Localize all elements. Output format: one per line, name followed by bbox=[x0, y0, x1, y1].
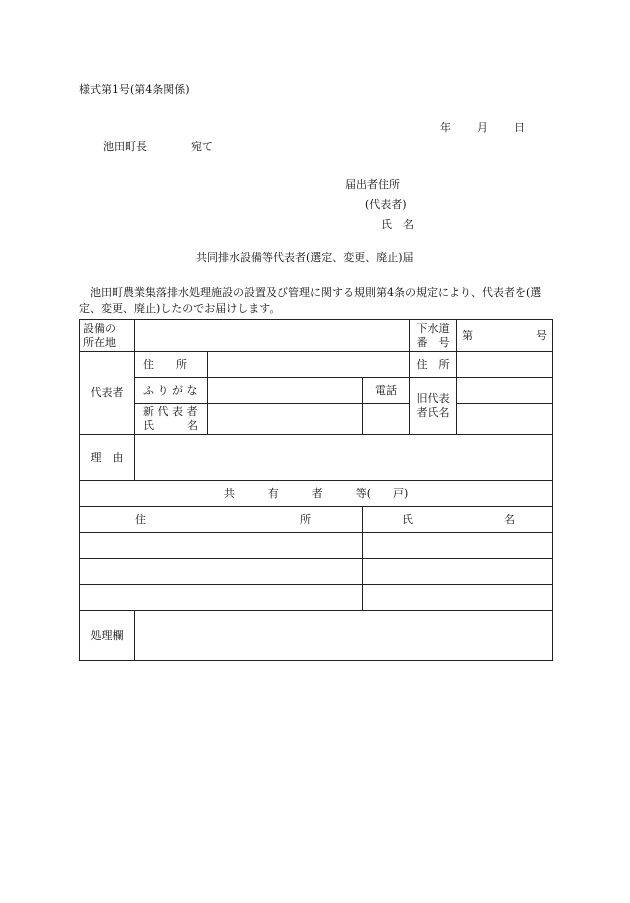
phone-label: 電話 bbox=[363, 378, 410, 404]
date-year-label: 年 bbox=[440, 121, 451, 134]
co-owner-name-field-3[interactable] bbox=[363, 585, 553, 611]
table-row bbox=[80, 559, 553, 585]
furigana-field[interactable] bbox=[208, 378, 363, 404]
new-representative-label: 新 代 表 者 氏 名 bbox=[135, 404, 208, 435]
co-owner-address-field-2[interactable] bbox=[80, 559, 363, 585]
co-owner-address-field-3[interactable] bbox=[80, 585, 363, 611]
processing-label: 処理欄 bbox=[80, 611, 135, 661]
new-address-field[interactable] bbox=[208, 352, 410, 378]
notification-form-table bbox=[79, 319, 553, 661]
facility-location-field[interactable] bbox=[135, 320, 410, 352]
date-line bbox=[440, 119, 525, 135]
old-address-field[interactable] bbox=[457, 352, 553, 378]
document-body: 池田町農業集落排水処理施設の設置及び管理に関する規則第4条の規定により、代表者を(選定、変更、廃止)したのでお届けします。 bbox=[79, 286, 542, 315]
sewer-number-field[interactable] bbox=[457, 320, 553, 352]
representative-label: 代表者 bbox=[80, 352, 135, 435]
furigana-label: ふ り が な bbox=[135, 378, 208, 404]
old-representative-field-1[interactable] bbox=[457, 378, 553, 404]
filer-block bbox=[345, 175, 414, 235]
reason-label: 理 由 bbox=[80, 435, 135, 481]
co-owner-name-field-1[interactable] bbox=[363, 533, 553, 559]
old-representative-field-2[interactable] bbox=[457, 404, 553, 435]
addressee-suffix: 宛て bbox=[191, 140, 213, 153]
addressee-line bbox=[103, 138, 213, 154]
number-prefix: 第 bbox=[462, 328, 474, 342]
old-address-label: 住 所 bbox=[410, 352, 457, 378]
sewer-number-label: 下水道 番 号 bbox=[410, 320, 457, 352]
filer-representative-label: (代表者) bbox=[365, 198, 407, 211]
table-row bbox=[80, 585, 553, 611]
document-title: 共同排水設備等代表者(選定、変更、廃止)届 bbox=[196, 251, 414, 264]
addressee: 池田町長 bbox=[103, 140, 147, 153]
co-owners-header: 共 有 者 等( 戸) bbox=[80, 481, 553, 507]
phone-field[interactable] bbox=[363, 404, 410, 435]
number-suffix: 号 bbox=[536, 328, 548, 342]
co-owner-name-field-2[interactable] bbox=[363, 559, 553, 585]
new-address-label: 住 所 bbox=[135, 352, 208, 378]
reason-field[interactable] bbox=[135, 435, 553, 481]
filer-name-label: 氏 名 bbox=[381, 218, 414, 231]
co-owner-address-field-1[interactable] bbox=[80, 533, 363, 559]
form-number: 様式第1号(第4条関係) bbox=[79, 83, 190, 96]
table-row bbox=[80, 533, 553, 559]
co-owner-name-header: 氏 名 bbox=[363, 507, 553, 533]
date-day-label: 日 bbox=[514, 121, 525, 134]
processing-field bbox=[135, 611, 553, 661]
date-month-label: 月 bbox=[477, 121, 488, 134]
facility-location-label: 設備の 所在地 bbox=[80, 320, 135, 352]
new-representative-field[interactable] bbox=[208, 404, 363, 435]
co-owner-address-header: 住 所 bbox=[80, 507, 363, 533]
old-representative-label: 旧代表 者氏名 bbox=[410, 378, 457, 435]
filer-address-label: 届出者住所 bbox=[345, 178, 400, 191]
